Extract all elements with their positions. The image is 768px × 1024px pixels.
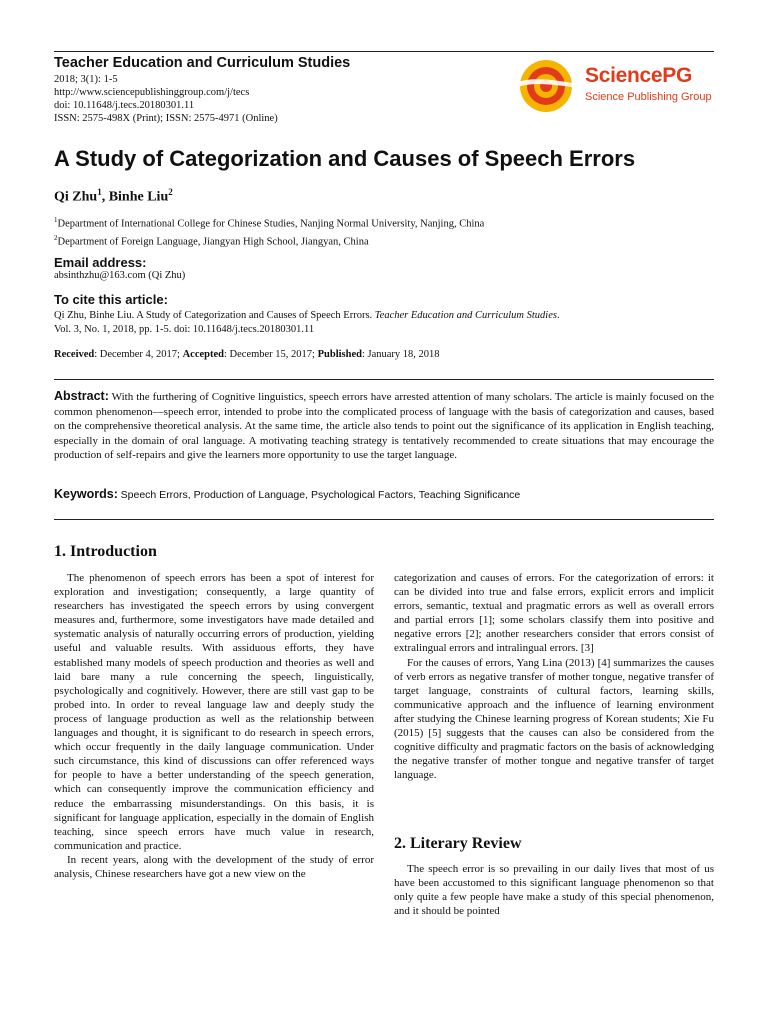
citation-journal: Teacher Education and Curriculum Studies: [374, 310, 557, 321]
author-name: Qi Zhu: [54, 189, 98, 205]
abstract-text: With the furthering of Cognitive linguistics, speech errors have arrested attention of many scholars. The article is mainly focused on the common phenomenon—speech error, intended to probe into the complicated process of language with the basis of categorization and causes, based on the comprehensive theoretical analysis. At the same time, the article also tends to point out the significance of its application in English teaching, especially in the domain of oral language. A motivating teaching strategy is tentatively recommended to create situations that may encourage the production of self-repairs and give the learners more opportunity to use the target language.: [54, 391, 714, 461]
received-date: : December 4, 2017;: [94, 349, 183, 360]
received-label: Received: [54, 349, 95, 360]
author-list: [54, 187, 173, 206]
meta-url[interactable]: http://www.sciencepublishinggroup.com/j/tecs: [54, 87, 250, 98]
affiliation-2: [54, 234, 369, 248]
left-column: [54, 571, 374, 881]
keywords-text: Speech Errors, Production of Language, Psychological Factors, Teaching Significance: [120, 489, 521, 501]
citation-line-1: Qi Zhu, Binhe Liu. A Study of Categorization and Causes of Speech Errors. Teacher Education and Curriculum Studies.: [54, 310, 560, 321]
meta-issn: ISSN: 2575-498X (Print); ISSN: 2575-4971 (Online): [54, 113, 278, 124]
paragraph: categorization and causes of errors. For the categorization of errors: it can be divided into true and false errors, explicit errors and implicit errors, semantic, textual and pragmatic errors as well as overall errors and partial errors [1]; some scholars classify them into positive and negative errors [2]; another researchers consider that errors consist of extralingual errors and intralingual errors. [3]: [394, 572, 714, 655]
dates-line: [54, 348, 440, 362]
published-date: : January 18, 2018: [361, 349, 440, 360]
abstract: [54, 389, 714, 463]
accepted-label: Accepted: [182, 349, 224, 360]
paragraph: For the causes of errors, Yang Lina (2013) [4] summarizes the causes of verb errors as negative transfer of mother tongue, negative transfer of target language, constraints of cultural factors, learning skills, communicative approach and the influence of learning environment after studying the Chinese learning progress of Korean students; Xie Fu (2015) [5] suggests that the causes can also be considered from the cognitive difficulty and pragmatic factors on the basis of acknowledging the negative transfer of mother tongue and negative transfer of target language.: [394, 656, 714, 782]
author-sup: 2: [168, 187, 173, 197]
abstract-label: Abstract:: [54, 389, 109, 403]
email-address[interactable]: absinthzhu@163.com (Qi Zhu): [54, 270, 186, 281]
citation: [54, 309, 714, 336]
affiliation-sup: 2: [54, 234, 58, 242]
journal-meta: [54, 73, 278, 125]
header-rule: [54, 51, 714, 52]
meta-issue: 2018; 3(1): 1-5: [54, 74, 118, 85]
sciencepg-logo: [516, 58, 716, 114]
keywords: [54, 487, 714, 501]
author-sup: 1: [97, 187, 102, 197]
right-column-bottom: [394, 862, 714, 918]
keywords-label: Keywords:: [54, 487, 118, 501]
meta-doi: doi: 10.11648/j.tecs.20180301.11: [54, 100, 195, 111]
email-label: Email address:: [54, 255, 147, 270]
affiliation-sup: 1: [54, 216, 58, 224]
author-separator: ,: [101, 189, 109, 205]
section-heading-introduction: 1. Introduction: [54, 543, 157, 560]
abstract-top-rule: [54, 379, 714, 380]
abstract-bottom-rule: [54, 519, 714, 520]
right-column-top: [394, 571, 714, 782]
paragraph: The speech error is so prevailing in our daily lives that most of us have been accustomed to this significant language phenomenon so that only quite a few people have make a study of this special phenomenon, and it should be pointed: [394, 863, 714, 918]
affiliation-text: Department of International College for Chinese Studies, Nanjing Normal University, Nanjing, China: [57, 218, 485, 230]
sciencepg-logo-icon: [516, 58, 580, 114]
section-heading-literary-review: 2. Literary Review: [394, 835, 522, 852]
journal-name: Teacher Education and Curriculum Studies: [54, 55, 351, 71]
accepted-date: : December 15, 2017;: [224, 349, 318, 360]
affiliation-text: Department of Foreign Language, Jiangyan High School, Jiangyan, China: [57, 236, 369, 248]
citation-line-2: Vol. 3, No. 1, 2018, pp. 1-5. doi: 10.11648/j.tecs.20180301.11: [54, 323, 315, 335]
affiliation-1: [54, 216, 484, 230]
paragraph: In recent years, along with the development of the study of error analysis, Chinese researchers have got a new view on the: [54, 853, 374, 880]
cite-label: To cite this article:: [54, 292, 168, 307]
logo-subtitle: Science Publishing Group: [585, 91, 712, 103]
article-title: A Study of Categorization and Causes of Speech Errors: [54, 146, 636, 171]
paragraph: The phenomenon of speech errors has been a spot of interest for exploration and investigation; consequently, a large quantity of researchers has investigated the speech errors by using convergent measures and, furthermore, some investigators have made detailed and systematic analysis of naturally occurring errors of production, yielding useful and valuable results. With assiduous efforts, they have established many models of speech production and theories as well and laid bare many a rule concerning the speech, linguistically, psychologically and cognitively. However, there are still vast gap to be probed into. In order to reveal language law and deeply study the process of language production as well as the relationship between languages and thought, it is significant to do research in speech errors, which occur frequently in the daily language communication. Under such circumstance, this kind of discussions can offer referenced ways for people to have a better understanding of the speech generation, which can consequently improve the communication efficiency and reduce the embarrassing misunderstandings. On this basis, it is significant for language application, especially in the domain of English teaching, since speech errors have much value in research, communication and practice.: [54, 572, 374, 852]
published-label: Published: [317, 349, 362, 360]
logo-wordmark: SciencePG: [585, 64, 693, 87]
author-name: Binhe Liu: [108, 189, 169, 205]
